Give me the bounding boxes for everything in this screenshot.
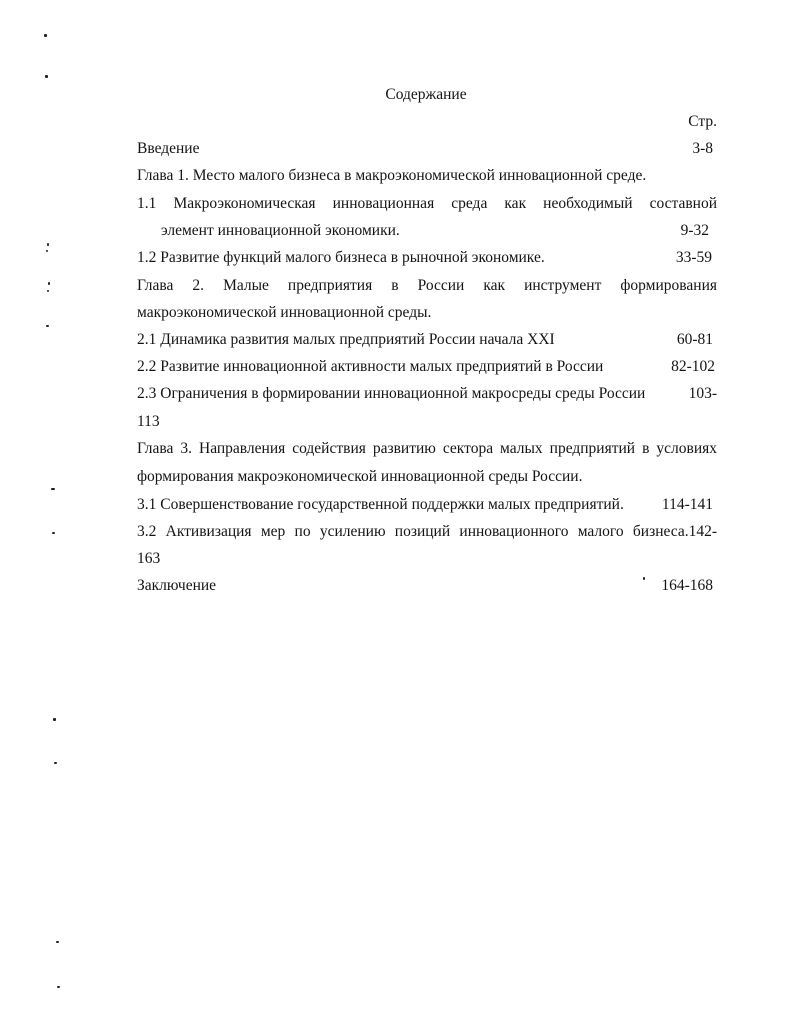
- toc-entry: [137, 329, 717, 351]
- scan-speck: [56, 941, 59, 943]
- toc-entry-title-line1: [137, 193, 717, 215]
- toc-entry-title-line2: элемент инновационной экономики.: [161, 222, 400, 239]
- scan-speck: [52, 532, 55, 534]
- toc-entry-title: 2.1 Динамика развития малых предприятий России начала XXI: [137, 331, 555, 348]
- toc-entry: [137, 383, 717, 405]
- toc-entry-pages-part1: 142-: [688, 523, 717, 540]
- toc-entry-title: 3.2 Активизация мер по усилению позиций инновационного малого бизнеса.: [137, 523, 689, 540]
- toc-chapter-heading: Глава 2. Малые предприятия в России как инструмент формирования: [137, 277, 717, 294]
- scan-speck: [47, 243, 49, 246]
- toc-entry: [137, 138, 717, 160]
- page-title: Содержание: [385, 86, 467, 103]
- toc-entry-title: 1.2 Развитие функций малого бизнеса в рыночной экономике.: [137, 249, 545, 266]
- toc-entry-title: Заключение: [137, 577, 217, 594]
- scan-speck: [44, 34, 47, 37]
- toc-entry-pages: 33-59: [675, 249, 712, 266]
- toc-entry: [137, 247, 717, 269]
- scan-speck: [47, 290, 49, 292]
- toc-entry-pages: 114-141: [661, 496, 713, 513]
- scan-speck: [53, 718, 56, 721]
- toc-entry-pages-part2: 163: [137, 550, 161, 567]
- toc-chapter-heading-line2: макроэкономической инновационной среды.: [137, 304, 432, 321]
- toc-chapter-heading-line1: [137, 275, 717, 297]
- toc-entry-title: 1.1 Макроэкономическая инновационная среда как необходимый составной: [137, 195, 717, 212]
- toc-entry-title: Введение: [137, 140, 200, 157]
- toc-entry-pages-part2: 113: [137, 413, 160, 430]
- toc-chapter-heading-line2: формирования макроэкономической инновационной среды России.: [137, 468, 583, 485]
- scan-speck: [54, 762, 57, 764]
- toc-entry-pages: 82-102: [671, 358, 715, 375]
- toc-chapter-heading: Глава 1. Место малого бизнеса в макроэкономической инновационной среде.: [137, 167, 647, 184]
- scan-speck: [57, 986, 60, 988]
- toc-chapter-heading: Глава 3. Направления содействия развитию сектора малых предприятий в условиях: [137, 440, 717, 457]
- pages-column-header: Стр.: [688, 113, 717, 130]
- toc-entry-pages-part1: 103-: [688, 385, 717, 402]
- toc-entry: [137, 575, 717, 597]
- toc-entry-pages: 9-32: [680, 222, 709, 239]
- scan-speck: [45, 75, 48, 78]
- toc-entry-title: 2.2 Развитие инновационной активности малых предприятий в России: [137, 358, 604, 375]
- toc-entry: [137, 521, 717, 543]
- toc-chapter-heading-line1: [137, 438, 717, 460]
- toc-entry-title: 3.1 Совершенствование государственной поддержки малых предприятий.: [137, 496, 624, 513]
- toc-entry: [161, 220, 709, 242]
- scan-speck: [46, 325, 49, 327]
- toc-entry-pages: 3-8: [692, 140, 713, 157]
- scan-speck: [46, 250, 48, 252]
- toc-entry: [137, 494, 717, 516]
- toc-entry: [137, 356, 717, 378]
- toc-entry-pages: 60-81: [676, 331, 713, 348]
- toc-entry-pages: 164-168: [661, 577, 713, 594]
- scan-speck: [51, 488, 55, 490]
- scan-speck: [48, 282, 50, 285]
- toc-entry-title: 2.3 Ограничения в формировании инновационной макросреды среды России: [137, 385, 646, 402]
